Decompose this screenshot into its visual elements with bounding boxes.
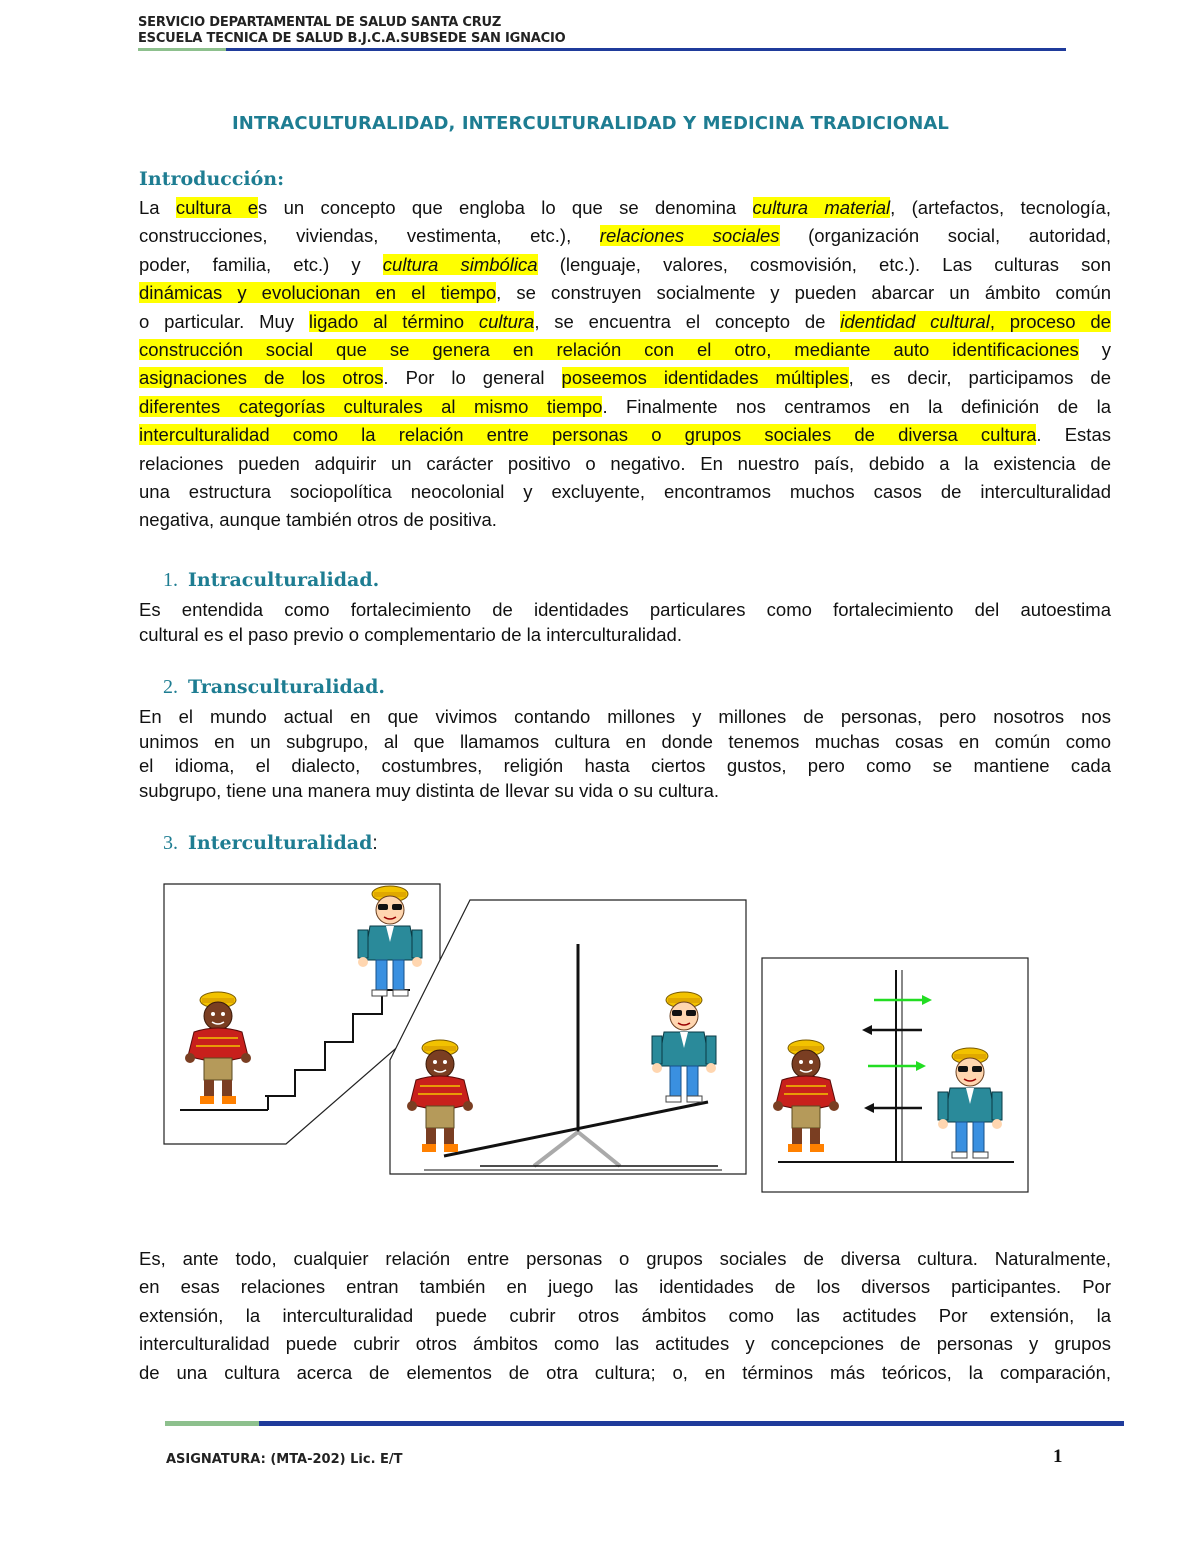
footer-rule-blue — [259, 1421, 1124, 1426]
section-3-heading: 3. Interculturalidad: — [163, 832, 378, 854]
footer-subject: ASIGNATURA: (MTA-202) Lic. E/T — [166, 1452, 403, 1467]
section-1-heading: 1. Intraculturalidad. — [163, 569, 380, 591]
section-2-text: En el mundo actual en que vivimos contando millones y millones de personas, pero nosotros nos unimos en un subgrupo, al que llamamos cultura en donde tenemos muchas cosas en común como el idioma, el dialecto, costumbres, religión hasta ciertos gustos, pero como se mantiene cada subgrupo, tiene una manera muy distinta de llevar su vida o su cultura. — [139, 706, 1111, 801]
header-line-1: SERVICIO DEPARTAMENTAL DE SALUD SANTA CRUZ — [138, 15, 502, 30]
closing-paragraph: Es, ante todo, cualquier relación entre personas o grupos sociales de diversa cultura. Naturalmente, en esas relaciones entran también en juego las identidades de los diversos participantes. Por extensión, la interculturalidad puede cubrir otros ámbitos como las actitudes Por extensión, la interculturalidad puede cubrir otros ámbitos como las actitudes y concepciones de personas y grupos de una cultura acerca de elementos de otra cultura; o, en términos más teóricos, la comparación, — [139, 1248, 1111, 1383]
section-1-text: Es entendida como fortalecimiento de identidades particulares como fortalecimiento del autoestima cultural es el paso previo o complementario de la interculturalidad. — [139, 599, 1111, 645]
balance-figure — [390, 900, 746, 1174]
header-rule-blue — [226, 48, 1066, 51]
intro-paragraph: La cultura es un concepto que engloba lo que se denomina cultura material, (artefactos, tecnología, construcciones, viviendas, vestimenta, etc.), relaciones sociales (organización social, autoridad, poder, familia, etc.) y cultura simbólica (lenguaje, valores, cosmovisión, etc.). Las culturas son dinámicas y evolucionan en el tiempo, se construyen socialmente y pueden abarcar un ámbito común o particular. Muy ligado al término cultura, se encuentra el concepto de identidad cultural, proceso de construcción social que se genera en relación con el otro, mediante auto identificaciones y asignaciones de los otros. Por lo general poseemos identidades múltiples, es decir, participamos de diferentes categorías culturales al mismo tiempo. Finalmente nos centramos en la definición de la interculturalidad como la relación entre personas o grupos sociales de diversa cultura. Estas relaciones pueden adquirir un carácter positivo o negativo. En nuestro país, debido a la existencia de una estructura sociopolítica neocolonial y excluyente, encontramos muchos casos de interculturalidad negativa, aunque también otros de positiva. — [139, 197, 1112, 531]
header-rule-green — [138, 48, 226, 51]
interculturality-illustration — [160, 880, 1040, 1200]
page-title: INTRACULTURALIDAD, INTERCULTURALIDAD Y MEDICINA TRADICIONAL — [232, 113, 949, 134]
intro-heading: Introducción: — [139, 168, 285, 190]
footer-rule-green — [165, 1421, 259, 1426]
page-number: 1 — [1053, 1446, 1063, 1467]
section-2-heading: 2. Transculturalidad. — [163, 676, 386, 698]
header-line-2: ESCUELA TECNICA DE SALUD B.J.C.A.SUBSEDE SAN IGNACIO — [138, 31, 566, 46]
arrows-figure — [762, 958, 1028, 1192]
